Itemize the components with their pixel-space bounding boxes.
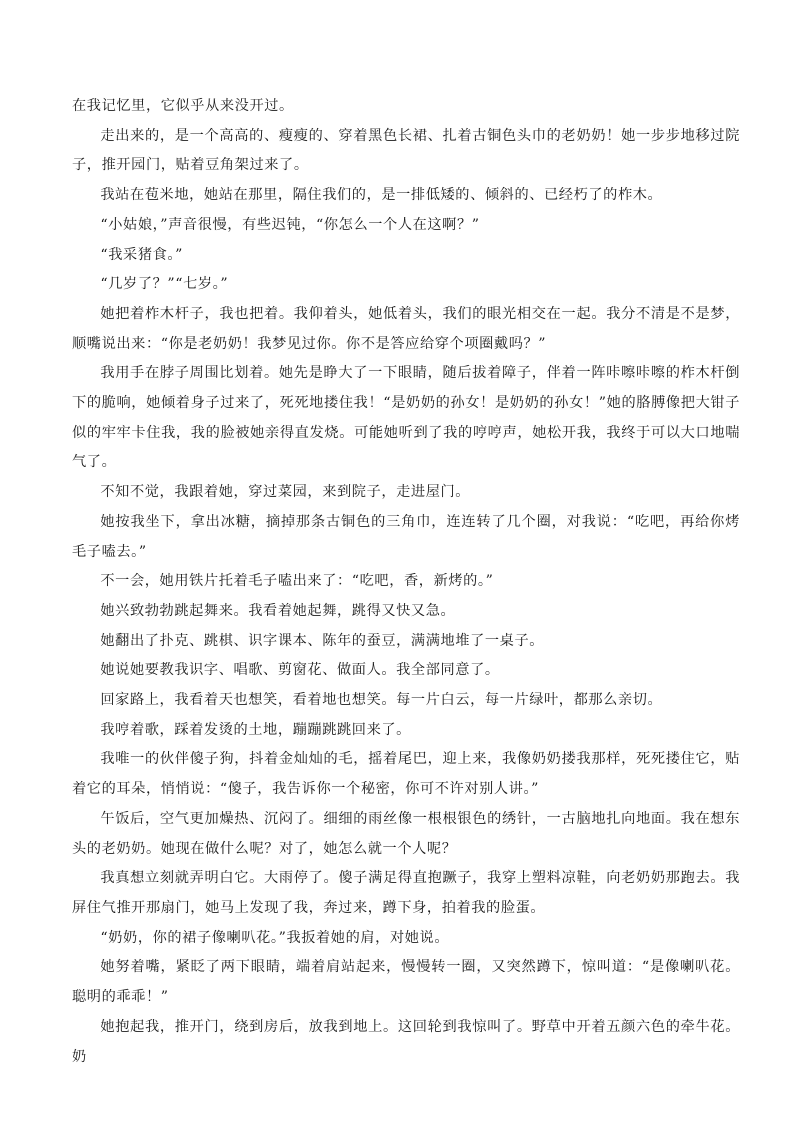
paragraph-2: 走出来的，是一个高高的、瘦瘦的、穿着黑色长裙、扎着古铜色头巾的老奶奶！她一步步地移过院子，推开园门，贴着豆角架过来了。 xyxy=(72,127,740,174)
paragraph-8: 我用手在脖子周围比划着。她先是睁大了一下眼睛，随后拔着障子，伴着一阵咔嚓咔嚓的柞木杆倒下的脆响，她倾着身子过来了，死死地搂住我！“是奶奶的孙女！是奶奶的孙女！”她的胳膊像把大钳子似的牢牢卡住我，我的脸被她亲得直发烧。可能她听到了我的哼哼声，她松开我，我终于可以大口地喘气了。 xyxy=(72,365,740,471)
paragraph-17: 我唯一的伙伴傻子狗，抖着金灿灿的毛，摇着尾巴，迎上来，我像奶奶搂我那样，死死搂住它，贴着它的耳朵，悄悄说：“傻子，我告诉你一个秘密，你可不许对别人讲。” xyxy=(72,751,740,798)
paragraph-7: 她把着柞木杆子，我也把着。我仰着头，她低着头，我们的眼光相交在一起。我分不清是不是梦，顺嘴说出来：“你是老奶奶！我梦见过你。你不是答应给穿个项圈戴吗？” xyxy=(72,305,740,352)
document-page xyxy=(72,92,740,1072)
paragraph-11: 不一会，她用铁片托着毛子嗑出来了：“吃吧，香，新烤的。” xyxy=(100,573,494,590)
paragraph-18: 午饭后，空气更加燥热、沉闷了。细细的雨丝像一根根银色的绣针，一古脑地扎向地面。我在想东头的老奶奶。她现在做什么呢？对了，她怎么就一个人呢？ xyxy=(72,810,740,857)
paragraph-15: 回家路上，我看着天也想笑，看着地也想笑。每一片白云，每一片绿叶，都那么亲切。 xyxy=(100,692,663,709)
paragraph-6: “几岁了？”“七岁。” xyxy=(100,276,229,293)
paragraph-10: 她按我坐下，拿出冰糖，摘掉那条古铜色的三角巾，连连转了几个圈，对我说：“吃吧，再给你烤毛子嗑去。” xyxy=(72,513,740,560)
paragraph-5: “我采猪食。” xyxy=(100,246,183,263)
paragraph-3: 我站在苞米地，她站在那里，隔住我们的，是一排低矮的、倾斜的、已经朽了的柞木。 xyxy=(100,187,663,204)
paragraph-4: “小姑娘，”声音很慢，有些迟钝，“你怎么一个人在这啊？” xyxy=(100,216,480,233)
paragraph-19: 我真想立刻就弄明白它。大雨停了。傻子满足得直抱蹶子，我穿上塑料凉鞋，向老奶奶那跑去。我屏住气推开那扇门，她马上发现了我，奔过来，蹲下身，拍着我的脸蛋。 xyxy=(72,870,740,916)
paragraph-20: “奶奶，你的裙子像喇叭花。”我扳着她的肩，对她说。 xyxy=(100,929,450,946)
paragraph-21: 她努着嘴，紧眨了两下眼睛，端着肩站起来，慢慢转一圈，又突然蹲下，惊叫道：“是像喇叭花。聪明的乖乖！” xyxy=(72,959,740,1006)
paragraph-22: 她抱起我，推开门，绕到房后，放我到地上。这回轮到我惊叫了。野草中开着五颜六色的牵牛花。奶 xyxy=(72,1018,740,1065)
paragraph-1: 在我记忆里，它似乎从来没开过。 xyxy=(72,98,294,114)
paragraph-13: 她翻出了扑克、跳棋、识字课本、陈年的蚕豆，满满地堆了一桌子。 xyxy=(100,632,545,649)
paragraph-12: 她兴致勃勃跳起舞来。我看着她起舞，跳得又快又急。 xyxy=(100,602,456,619)
paragraph-16: 我哼着歌，踩着发烫的土地，蹦蹦跳跳回来了。 xyxy=(100,721,411,738)
paragraph-14: 她说她要教我识字、唱歌、剪窗花、做面人。我全部同意了。 xyxy=(100,662,500,679)
paragraph-9: 不知不觉，我跟着她，穿过菜园，来到院子，走进屋门。 xyxy=(100,484,471,501)
